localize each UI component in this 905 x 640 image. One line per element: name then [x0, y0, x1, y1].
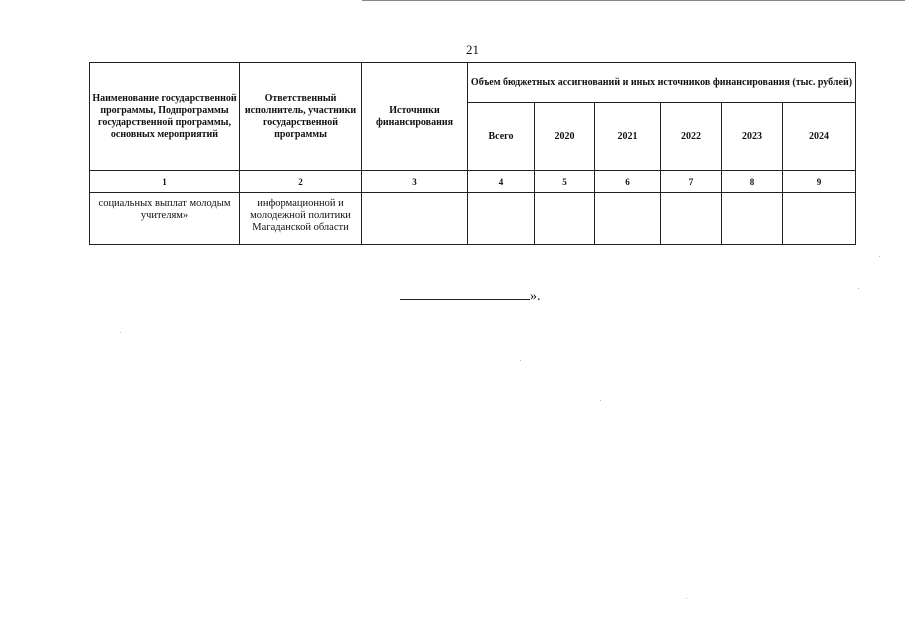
header-year-2021: 2021: [595, 103, 661, 171]
header-year-2023: 2023: [722, 103, 783, 171]
table-row: [90, 193, 856, 245]
header-program-name: Наименование государственной программы, Подпрограммы государственной программы, основных мероприятий: [90, 63, 240, 171]
closing-quote-mark: ».: [530, 289, 541, 304]
header-funding-source: Источники финансирования: [362, 63, 468, 171]
row-value-2020: [535, 193, 595, 245]
header-executor: Ответственный исполнитель, участники государственной программы: [240, 63, 362, 171]
column-number: 2: [240, 171, 362, 193]
column-number: 9: [783, 171, 856, 193]
column-number: 3: [362, 171, 468, 193]
header-row-1: [90, 63, 856, 103]
header-year-2024: 2024: [783, 103, 856, 171]
row-value-2022: [661, 193, 722, 245]
column-number: 1: [90, 171, 240, 193]
budget-table: [89, 62, 856, 245]
row-value-2021: [595, 193, 661, 245]
column-number: 4: [468, 171, 535, 193]
scan-speck: [879, 256, 880, 257]
header-year-2020: 2020: [535, 103, 595, 171]
column-number: 8: [722, 171, 783, 193]
column-number: 6: [595, 171, 661, 193]
scan-speck: [120, 332, 121, 333]
row-executor: информационной и молодежной политики Магаданской области: [240, 193, 362, 245]
scan-speck: [520, 360, 521, 361]
row-value-2023: [722, 193, 783, 245]
row-value-2024: [783, 193, 856, 245]
scan-speck: [858, 288, 859, 289]
column-number-row: [90, 171, 856, 193]
page-number: 21: [466, 42, 479, 57]
row-program-name: социальных выплат молодым учителям»: [90, 193, 240, 245]
column-number: 7: [661, 171, 722, 193]
column-number: 5: [535, 171, 595, 193]
scan-speck: [686, 598, 687, 599]
top-rule: [362, 0, 905, 1]
scan-speck: [600, 400, 601, 401]
row-funding-source: [362, 193, 468, 245]
row-total-value: [468, 193, 535, 245]
blank-underline: [400, 286, 530, 300]
header-budget-group: Объем бюджетных ассигнований и иных источников финансирования (тыс. рублей): [468, 63, 856, 103]
closing-line: [400, 286, 541, 305]
header-year-2022: 2022: [661, 103, 722, 171]
header-total: Всего: [468, 103, 535, 171]
